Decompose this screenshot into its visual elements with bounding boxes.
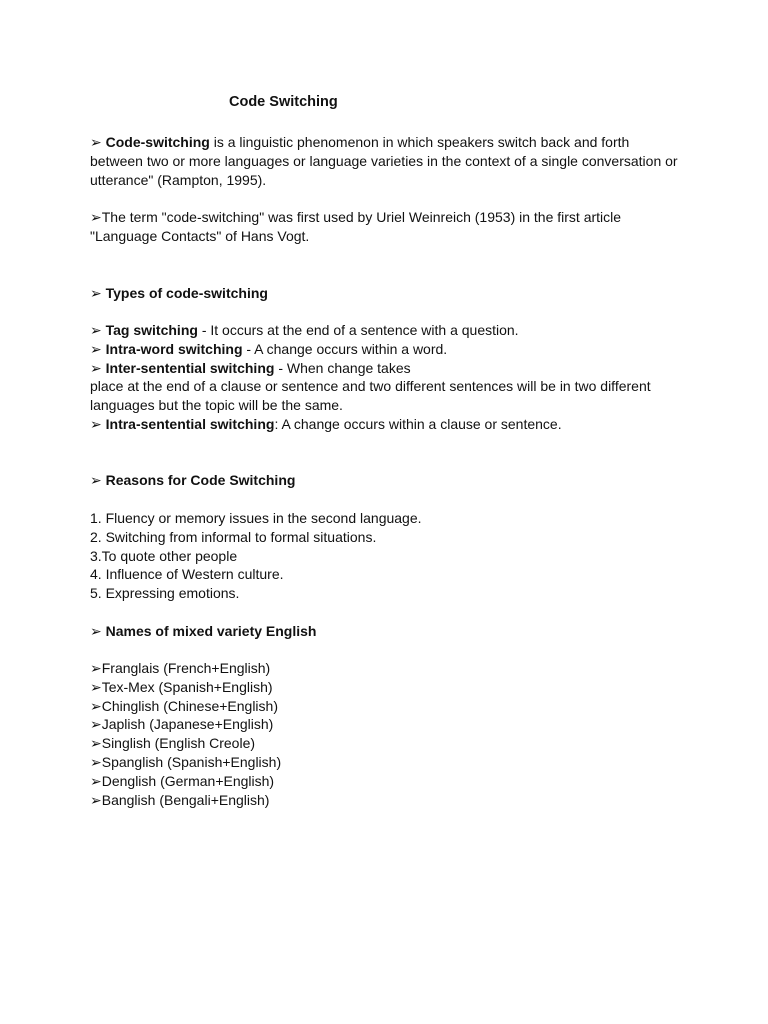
type-text: - A change occurs within a word. — [242, 340, 448, 357]
term-origin-text: The term "code-switching" was first used by Uriel Weinreich (1953) in the first article — [101, 209, 622, 225]
mixed-heading: Names of mixed variety English — [105, 623, 317, 639]
term-origin-line — [90, 208, 690, 227]
list-item: 5. Expressing emotions. — [90, 585, 240, 602]
mixed-list — [90, 659, 690, 809]
intro-line — [90, 133, 690, 152]
list-item: ➢Tex-Mex (Spanish+English) — [90, 678, 273, 695]
bullet-icon: ➢ — [90, 472, 102, 488]
bullet-icon: ➢ — [90, 322, 102, 338]
page-title: Code Switching — [229, 94, 338, 110]
term-origin-paragraph — [90, 208, 690, 246]
list-item: 3.To quote other people — [90, 547, 238, 564]
list-item: 1. Fluency or memory issues in the second language. — [90, 510, 422, 526]
list-item: ➢Spanglish (Spanish+English) — [90, 753, 282, 770]
intro-text: is a linguistic phenomenon in which speakers switch back and forth — [209, 134, 630, 150]
types-list — [90, 321, 690, 434]
list-item: ➢Banglish (Bengali+English) — [90, 791, 270, 808]
intro-text: between two or more languages or language varieties in the context of a single conversation or — [90, 152, 678, 169]
bullet-icon: ➢ — [90, 340, 102, 357]
type-term: Tag switching — [105, 322, 198, 338]
list-item — [90, 340, 690, 359]
term-origin-text: "Language Contacts" of Hans Vogt. — [90, 227, 310, 244]
types-heading: Types of code-switching — [105, 285, 268, 301]
intro-term: Code-switching — [105, 134, 210, 150]
bullet-icon: ➢ — [90, 134, 102, 150]
type-text: - It occurs at the end of a sentence with a question. — [197, 322, 519, 338]
list-item: ➢Franglais (French+English) — [90, 660, 271, 676]
list-item: ➢Japlish (Japanese+English) — [90, 716, 274, 733]
bullet-icon: ➢ — [90, 623, 102, 639]
bullet-icon: ➢ — [90, 209, 102, 225]
list-item — [90, 359, 690, 378]
list-item — [90, 415, 690, 434]
continuation-text: languages but the topic will be the same. — [90, 397, 343, 414]
type-term: Inter-sentential switching — [105, 359, 275, 376]
list-item: ➢Chinglish (Chinese+English) — [90, 697, 278, 714]
list-item: ➢Singlish (English Creole) — [90, 735, 256, 752]
type-term: Intra-sentential switching — [105, 415, 275, 432]
intro-paragraph — [90, 133, 690, 189]
list-item: 2. Switching from informal to formal situations. — [90, 528, 377, 545]
list-item: 4. Influence of Western culture. — [90, 566, 284, 583]
bullet-icon: ➢ — [90, 285, 102, 301]
reasons-heading: Reasons for Code Switching — [105, 472, 296, 488]
bullet-icon: ➢ — [90, 415, 102, 432]
reasons-section-heading — [90, 471, 690, 490]
list-item — [90, 321, 690, 340]
type-text: - When change takes — [274, 359, 411, 376]
intro-text: utterance" (Rampton, 1995). — [90, 171, 267, 188]
continuation-text: place at the end of a clause or sentence and two different sentences will be in two different — [90, 378, 651, 395]
type-term: Intra-word switching — [105, 340, 243, 357]
bullet-icon: ➢ — [90, 359, 102, 376]
list-item: ➢Denglish (German+English) — [90, 772, 275, 789]
type-text: : A change occurs within a clause or sentence. — [274, 415, 562, 432]
reasons-list — [90, 509, 690, 603]
types-section-heading — [90, 284, 690, 303]
mixed-section-heading — [90, 622, 690, 641]
